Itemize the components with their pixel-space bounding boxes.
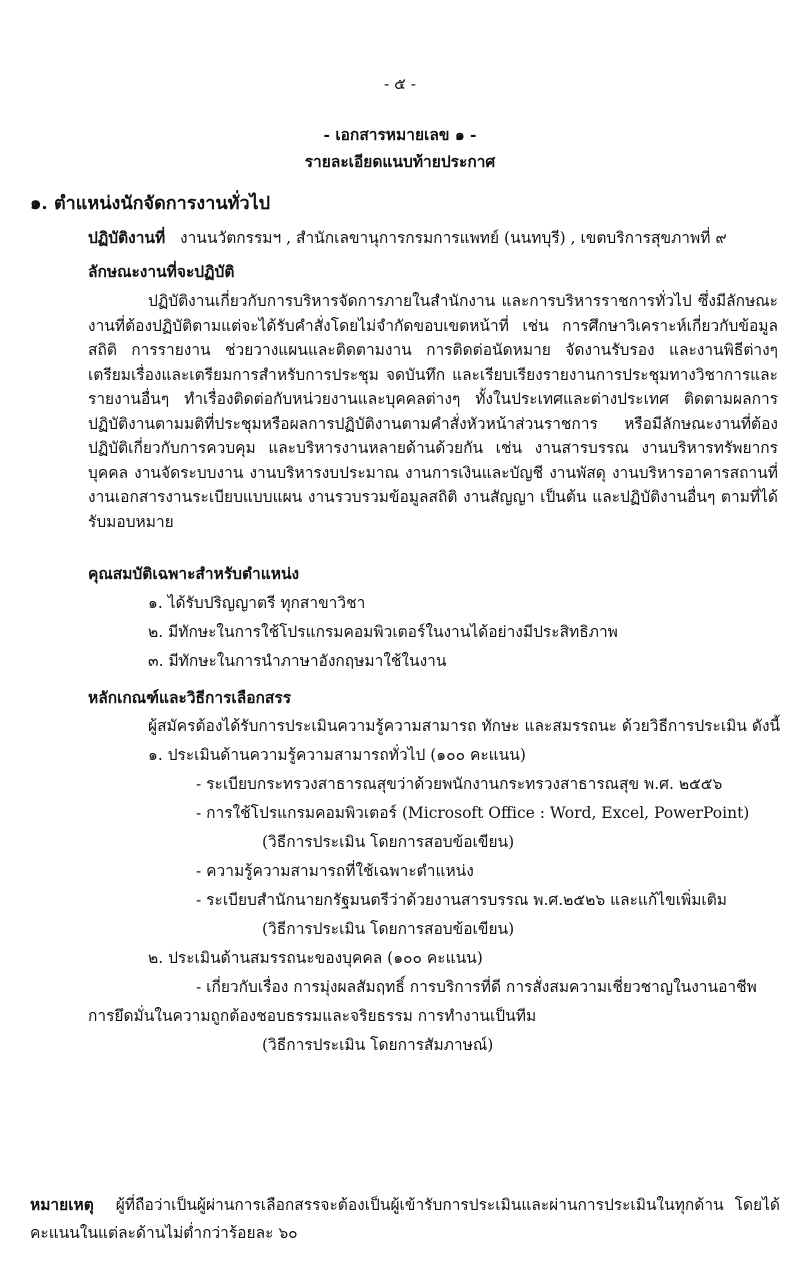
selection-intro: ผู้สมัครต้องได้รับการประเมินความรู้ความสามารถ ทักษะ และสมรรถนะ ด้วยวิธีการประเมิน ดังนี้: [148, 717, 781, 735]
workplace-value: งานนวัตกรรมฯ , สำนักเลขานุการกรมการแพทย์ (นนทบุรี) , เขตบริการสุขภาพที่ ๙: [180, 229, 727, 247]
note-text: ผู้ที่ถือว่าเป็นผู้ผ่านการเลือกสรรจะต้องเป็นผู้เข้ารับการประเมินและผ่านการประเมินในทุกด้าน โดยได้คะแนนในแต่ละด้านไม่ต่ำกว่าร้อยละ ๖๐: [30, 1196, 780, 1242]
document-number: - เอกสารหมายเลข ๑ -: [323, 125, 477, 144]
qualification-item: ๑. ได้รับปริญญาตรี ทุกสาขาวิชา: [148, 594, 366, 612]
assessment-item-continued: การยึดมั่นในความถูกต้องชอบธรรมและจริยธรรม การทำงานเป็นทีม: [88, 1007, 537, 1025]
assessment-part-1-title: ๑. ประเมินด้านความรู้ความสามารถทั่วไป (๑๐๐ คะแนน): [148, 746, 526, 764]
qualification-item: ๓. มีทักษะในการนำภาษาอังกฤษมาใช้ในงาน: [148, 652, 447, 670]
qualifications-heading: คุณสมบัติเฉพาะสำหรับตำแหน่ง: [88, 564, 300, 583]
workplace-line: [88, 228, 727, 248]
page-number: - ๕ -: [383, 75, 417, 93]
duties-heading: ลักษณะงานที่จะปฏิบัติ: [88, 262, 235, 281]
assessment-item: - ระเบียบกระทรวงสาธารณสุขว่าด้วยพนักงานกระทรวงสาธารณสุข พ.ศ. ๒๕๕๖: [196, 775, 723, 793]
note-paragraph: [30, 1191, 780, 1247]
assessment-item: - เกี่ยวกับเรื่อง การมุ่งผลสัมฤทธิ์ การบริการที่ดี การสั่งสมความเชี่ยวชาญในงานอาชีพ: [196, 978, 757, 996]
position-heading: ๑. ตำแหน่งนักจัดการงานทั่วไป: [30, 193, 271, 214]
assessment-item: - ความรู้ความสามารถที่ใช้เฉพาะตำแหน่ง: [196, 862, 474, 880]
selection-heading: หลักเกณฑ์และวิธีการเลือกสรร: [88, 688, 292, 707]
assessment-item: - ระเบียบสำนักนายกรัฐมนตรีว่าด้วยงานสารบรรณ พ.ศ.๒๕๒๖ และแก้ไขเพิ่มเติม: [196, 891, 728, 909]
document-title: รายละเอียดแนบท้ายประกาศ: [304, 152, 496, 171]
note-label: หมายเหตุ: [30, 1195, 94, 1214]
assessment-method: (วิธีการประเมิน โดยการสัมภาษณ์): [262, 1036, 494, 1054]
assessment-item: - การใช้โปรแกรมคอมพิวเตอร์ (Microsoft Office : Word, Excel, PowerPoint): [196, 804, 750, 822]
qualification-item: ๒. มีทักษะในการใช้โปรแกรมคอมพิวเตอร์ในงานได้อย่างมีประสิทธิภาพ: [148, 623, 618, 641]
assessment-part-2-title: ๒. ประเมินด้านสมรรถนะของบุคคล (๑๐๐ คะแนน): [148, 949, 483, 967]
duties-paragraph: ปฏิบัติงานเกี่ยวกับการบริหารจัดการภายในสำนักงาน และการบริหารราชการทั่วไป ซึ่งมีลักษณะงานที่ต้องปฏิบัติตามแต่จะได้รับคำสั่งโดยไม่จำกัดขอบเขตหน้าที่ เช่น การศึกษาวิเคราะห์เกี่ยวกับข้อมูลสถิติ การรายงาน ช่วยวางแผนและติดตามงาน การติดต่อนัดหมาย จัดงานรับรอง และงานพิธีต่างๆ เตรียมเรื่องและเตรียมการสำหรับการประชุม จดบันทึก และเรียบเรียงรายงานการประชุมทางวิชาการและรายงานอื่นๆ ทำเรื่องติดต่อกับหน่วยงานและบุคคลต่างๆ ทั้งในประเทศและต่างประเทศ ติดตามผลการปฏิบัติงานตามมติที่ประชุมหรือผลการปฏิบัติงานตามคำสั่งหัวหน้าส่วนราชการ หรือมีลักษณะงานที่ต้องปฏิบัติเกี่ยวกับการควบคุม และบริหารงานหลายด้านด้วยกัน เช่น งานสารบรรณ งานบริหารทรัพยากรบุคคล งานจัดระบบงาน งานบริหารงบประมาณ งานการเงินและบัญชี งานพัสดุ งานบริหารอาคารสถานที่ งานเอกสารงานระเบียบแบบแผน งานรวบรวมข้อมูลสถิติ งานสัญญา เป็นต้น และปฏิบัติงานอื่นๆ ตามที่ได้รับมอบหมาย: [88, 292, 778, 531]
workplace-label: ปฏิบัติงานที่: [88, 228, 166, 247]
assessment-method: (วิธีการประเมิน โดยการสอบข้อเขียน): [262, 833, 515, 851]
assessment-method: (วิธีการประเมิน โดยการสอบข้อเขียน): [262, 920, 515, 938]
